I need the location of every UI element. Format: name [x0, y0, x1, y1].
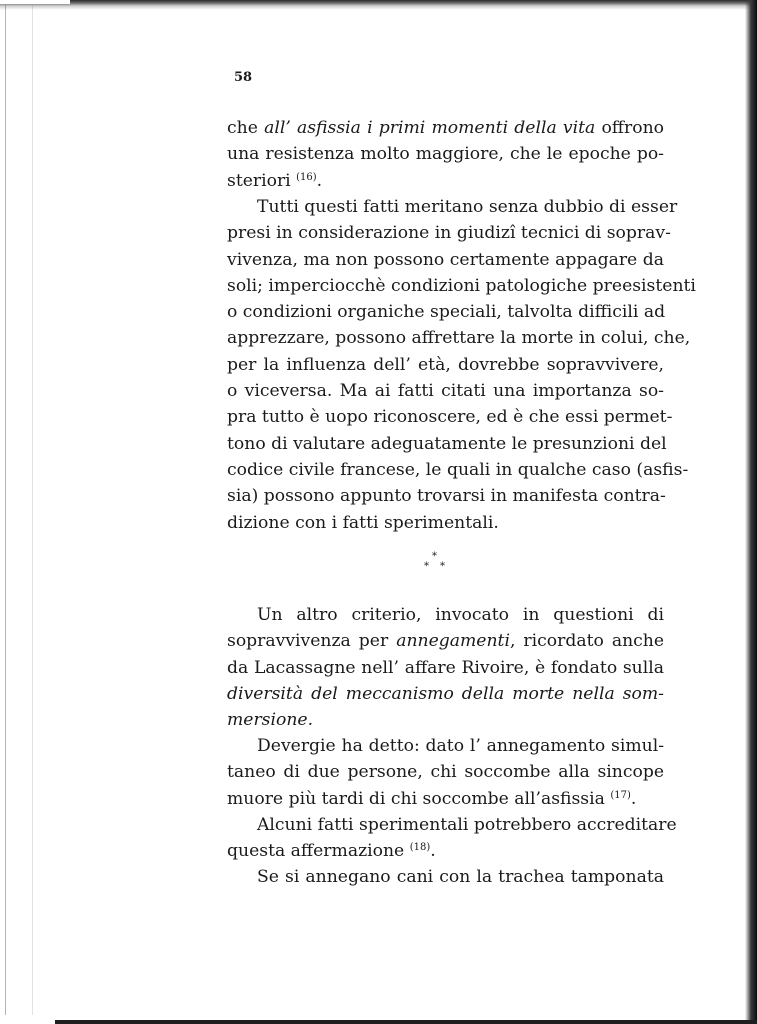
footnote-reference: (18) — [409, 842, 431, 854]
scan-edge-left-inner — [32, 5, 33, 1015]
asterism-section-break — [418, 551, 458, 577]
text-line: questa affermazione $^{(18)}$. — [227, 841, 436, 862]
text-line: vivenza, ma non possono certamente appagare da — [227, 249, 664, 270]
text-line: sia) possono appunto trovarsi in manifesta contra- — [227, 486, 666, 507]
text-line: presi in considerazione in giudizî tecnici di soprav- — [227, 223, 671, 244]
asterism-star: * — [432, 551, 437, 562]
scan-edge-left — [5, 5, 6, 1015]
paragraph-6 — [227, 864, 664, 890]
text-line: una resistenza molto maggiore, che le epoche po- — [227, 144, 664, 165]
text-line: da Lacassagne nell’ affare Rivoire, è fondato sulla — [227, 657, 664, 678]
paragraph-3 — [227, 602, 664, 733]
scan-edge-top-gap — [0, 0, 70, 4]
page-number: 58 — [234, 70, 253, 85]
footnote-reference: (17) — [610, 789, 631, 801]
text-line: o condizioni organiche speciali, talvolta difficili ad — [227, 302, 666, 323]
text-line: muore più tardi di chi soccombe all’asfissia $^{(17)}$. — [227, 788, 637, 809]
asterism-star: * — [440, 561, 445, 572]
italic-text: all’ asfissia i primi momenti della vita — [264, 118, 596, 138]
text-line: apprezzare, possono affrettare la morte in colui, che, — [227, 328, 691, 349]
text-line: pra tutto è uopo riconoscere, ed è che essi permet- — [227, 407, 673, 428]
text-line: codice civile francese, le quali in qualche caso (asfis- — [227, 459, 689, 480]
text-line: Se si annegano cani con la trachea tamponata — [257, 867, 664, 887]
scan-edge-bottom — [55, 1020, 757, 1024]
text-line: che all’ asfissia i primi momenti della vita offrono — [227, 118, 664, 138]
paragraph-2 — [227, 194, 696, 536]
text-line: taneo di due persone, chi soccombe alla sincope — [227, 762, 664, 783]
italic-text: diversità del meccanismo della morte nella som- — [227, 683, 664, 704]
scan-edge-top — [0, 0, 757, 10]
text-line: per la influenza dell’ età, dovrebbe sopravvivere, — [227, 354, 664, 375]
scan-edge-right — [745, 0, 757, 1024]
text-line: o viceversa. Ma ai fatti citati una importanza so- — [227, 381, 664, 402]
italic-text: mersione. — [227, 710, 314, 731]
footnote-reference: (16) — [296, 171, 317, 183]
text-line — [227, 707, 664, 733]
paragraph-1 — [227, 115, 664, 194]
paragraph-5 — [227, 812, 677, 865]
text-line: Un altro criterio, invocato in questioni di — [257, 605, 664, 625]
asterism-star: * — [424, 561, 429, 572]
text-line: steriori $^{(16)}$. — [227, 170, 323, 191]
text-line — [227, 681, 664, 707]
text-line: Alcuni fatti sperimentali potrebbero accreditare — [257, 815, 677, 835]
text-line: Devergie ha detto: dato l’ annegamento simul- — [257, 736, 664, 756]
text-line: soli; imperciocchè condizioni patologiche preesistenti — [227, 275, 696, 296]
text-line: dizione con i fatti sperimentali. — [227, 512, 499, 533]
text-line: sopravvivenza per annegamenti, ricordato anche — [227, 631, 665, 652]
text-line: Tutti questi fatti meritano senza dubbio di esser — [257, 197, 678, 217]
text-line: tono di valutare adeguatamente le presunzioni del — [227, 433, 667, 454]
paragraph-4 — [227, 733, 664, 812]
italic-text: annegamenti — [396, 631, 510, 652]
